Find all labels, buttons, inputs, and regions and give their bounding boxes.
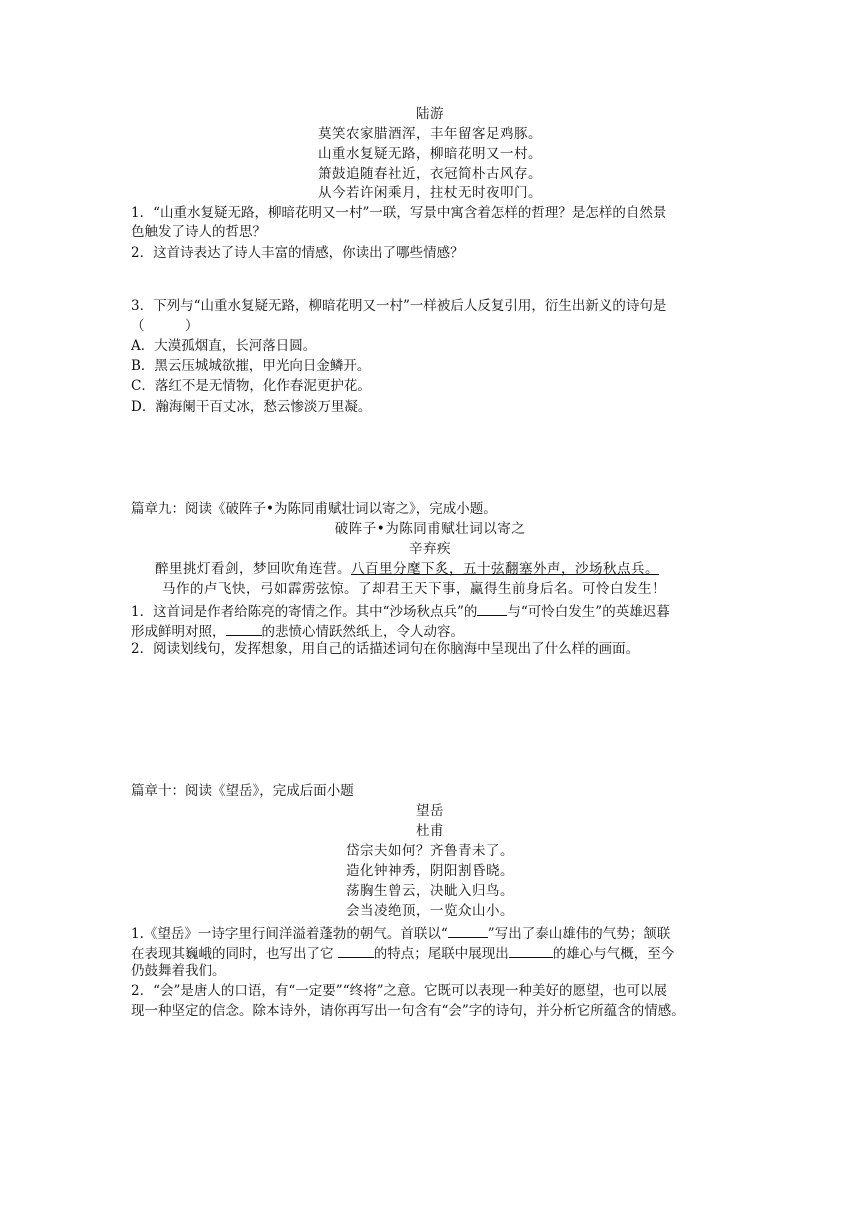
- poem-title: 望岳: [416, 803, 444, 819]
- option-c: C．落红不是无情物，化作春泥更护花。: [131, 378, 371, 394]
- question-1-line-2: 色触发了诗人的哲思？: [131, 224, 266, 240]
- poem-line: [155, 563, 659, 577]
- question-1-line-3: 仍鼓舞着我们。: [131, 963, 226, 979]
- question-3-answer-bracket: （ ）: [131, 318, 199, 334]
- question-2: 2．这首诗表达了诗人丰富的情感，你读出了哪些情感？: [131, 245, 464, 261]
- question-text: 的雄心与气概，至今: [552, 946, 675, 962]
- poem-line: 造化钟神秀，阴阳割昏晓。: [346, 863, 514, 879]
- fill-blank[interactable]: [509, 945, 553, 958]
- poem-line-plain: 醉里挑灯看剑，梦回吹角连营。: [155, 561, 351, 577]
- question-2-line-2: 现一种坚定的信念。除本诗外，请你再写出一句含有“会”字的诗句，并分析它所蕴含的情感。: [131, 1003, 685, 1019]
- question-text: 在表现其巍峨的同时，也写出了它: [131, 946, 338, 962]
- poem-line: 会当凌绝顶，一览众山小。: [346, 903, 514, 919]
- question-text: 与“可怜白发生”的英雄迟暮: [507, 604, 670, 620]
- fill-blank[interactable]: [338, 945, 374, 958]
- question-3-line-1: 3．下列与“山重水复疑无路，柳暗花明又一村”一样被后人反复引用，衍生出新义的诗句是: [131, 298, 667, 314]
- question-1-line-1: 1．“山重水复疑无路，柳暗花明又一村”一联，写景中寓含着怎样的哲理？是怎样的自然景: [131, 205, 667, 221]
- question-1-line-2: [131, 945, 674, 962]
- question-text: ”写出了泰山雄伟的气势；颔联: [487, 926, 671, 942]
- question-text: 的悲愤心情跃然纸上，令人动容。: [261, 624, 464, 640]
- fill-blank[interactable]: [226, 623, 262, 636]
- poem-line: 山重水复疑无路，柳暗花明又一村。: [318, 146, 542, 162]
- poem-title: 破阵子•为陈同甫赋壮词以寄之: [334, 521, 526, 537]
- poem-author: 辛弃疾: [409, 541, 451, 557]
- question-text: 1.《望岳》一诗字里行间洋溢着蓬勃的朝气。首联以“: [131, 926, 448, 942]
- poem-line: 箫鼓追随春社近，衣冠简朴古风存。: [318, 166, 542, 182]
- question-1-line-1: [131, 925, 670, 942]
- fill-blank[interactable]: [477, 603, 507, 616]
- poem-author: 杜甫: [416, 823, 444, 839]
- option-b: B．黑云压城城欲摧，甲光向日金鳞开。: [131, 358, 371, 374]
- poem-author: 陆游: [416, 106, 444, 122]
- poem-line: 荡胸生曾云，决眦入归鸟。: [346, 883, 514, 899]
- fill-blank[interactable]: [448, 925, 488, 938]
- section-9-heading: 篇章九：阅读《破阵子•为陈同甫赋壮词以寄之》，完成小题。: [131, 501, 497, 517]
- poem-line: 莫笑农家腊酒浑，丰年留客足鸡豚。: [318, 126, 542, 142]
- question-1-line-1: [131, 603, 670, 620]
- question-text: 1．这首词是作者给陈亮的寄情之作。其中“沙场秋点兵”的: [131, 604, 478, 620]
- poem-line: 马作的卢飞快，弓如霹雳弦惊。了却君王天下事，赢得生前身后名。可怜白发生！: [162, 581, 666, 597]
- question-text: 形成鲜明对照，: [131, 624, 226, 640]
- poem-line: 从今若许闲乘月，拄杖无时夜叩门。: [318, 185, 542, 201]
- section-10-heading: 篇章十：阅读《望岳》，完成后面小题: [131, 783, 354, 799]
- question-1-line-2: [131, 623, 464, 640]
- question-2: 2．阅读划线句，发挥想象，用自己的话描述词句在你脑海中呈现出了什么样的画面。: [131, 641, 640, 657]
- poem-line: 岱宗夫如何？齐鲁青未了。: [346, 843, 514, 859]
- option-a: A．大漠孤烟直，长河落日圆。: [131, 338, 317, 354]
- question-2-line-1: 2．“会”是唐人的口语，有“一定要”“终将”之意。它既可以表现一种美好的愿望，也可以展: [131, 983, 667, 999]
- option-d: D．瀚海阑干百丈冰，愁云惨淡万里凝。: [131, 399, 372, 415]
- poem-line-underlined: 八百里分麾下炙，五十弦翻塞外声，沙场秋点兵。: [351, 561, 659, 577]
- question-text: 的特点；尾联中展现出: [373, 946, 509, 962]
